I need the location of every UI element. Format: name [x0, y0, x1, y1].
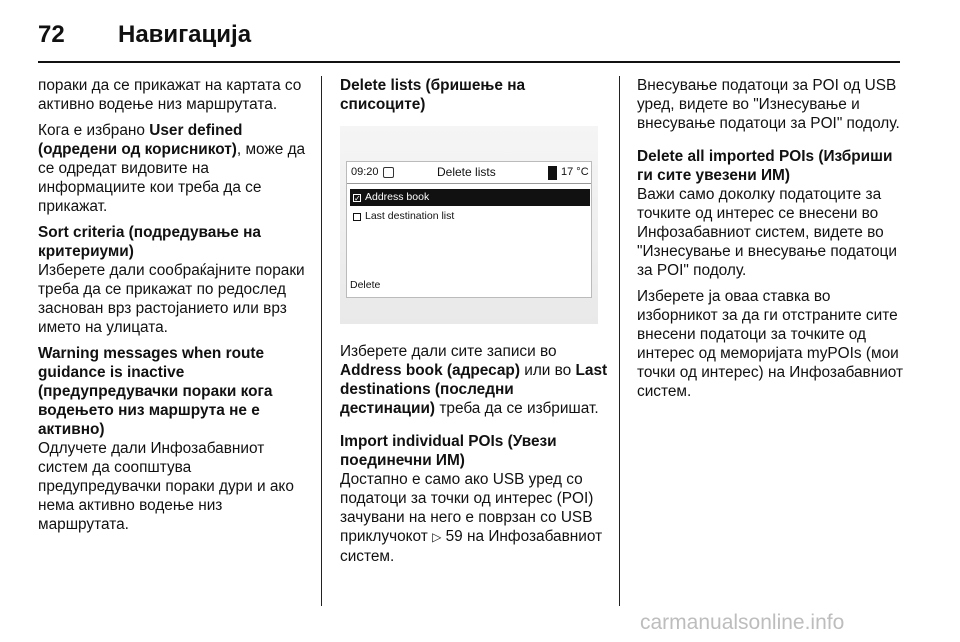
page-reference-arrow-icon: ▷	[432, 530, 442, 544]
temperature: 17 °C	[561, 166, 589, 178]
paragraph	[340, 342, 608, 418]
text: на Инфозабавниот систем.	[340, 528, 603, 565]
delete-label: Delete	[350, 279, 381, 291]
screen-title: Delete lists	[437, 165, 496, 179]
checkbox-checked-icon: ✓	[354, 193, 361, 203]
watermark: carmanualsonline.info	[640, 611, 845, 634]
option-address-book: Address book (адресар)	[340, 362, 520, 379]
text: или во	[519, 362, 576, 379]
paragraph: пораки да се прикажат на картата со активно водење низ маршрутата.	[38, 77, 302, 113]
text: , може да се одредат видовите на информациите кои треба да се прикажат.	[38, 141, 306, 215]
paragraph: Одлучете дали Инфозабавниот систем да соопштува предупредувачки пораки дури и ако нема активно водење низ маршрутата.	[38, 440, 294, 533]
paragraph: Изберете дали сообраќајните пораки треба да се прикажат по редослед заснован врз растојанието или врз името на улицата.	[38, 262, 305, 336]
paragraph: Важи само доколку податоците за точките од интерес се внесени во Инфозабавниот систем, видете во "Изнесување и внесување податоци за POI" подолу.	[637, 186, 897, 279]
page-number: 72	[38, 21, 65, 48]
page-header	[38, 15, 251, 55]
list-item-address-book	[350, 189, 590, 206]
section-heading: Import individual POIs (Увези поединечни ИМ)	[340, 433, 557, 469]
text: треба да се избришат.	[435, 400, 599, 417]
list-item-last-destinations	[350, 208, 590, 225]
page-title: Навигација	[118, 21, 252, 48]
clock-icon	[383, 167, 394, 178]
checkbox-icon	[353, 213, 361, 221]
option-user-defined: User defined (одредени од корисникот)	[38, 122, 243, 158]
column-2	[340, 76, 608, 573]
screen-illustration	[340, 126, 598, 324]
list-item-label: Address book	[365, 191, 430, 203]
page-reference: 59	[445, 528, 463, 545]
clock-time: 09:20	[351, 166, 379, 178]
paragraph	[340, 470, 608, 566]
section-heading: Sort criteria (подредување на критериуми)	[38, 224, 261, 260]
section-heading: Warning messages when route guidance is inactive (предупредувачки пораки кога водењето низ маршрута не е активно)	[38, 345, 273, 438]
column-divider-1	[321, 76, 322, 606]
text: Достапно е само ако USB уред со податоци за точки од интерес (POI) зачувани на него е поврзан со USB приклучокот	[340, 471, 594, 545]
option-last-destinations: Last destinations (последни дестинации)	[340, 362, 608, 417]
section-heading: Delete lists (бришење на списоците)	[340, 77, 526, 113]
column-1	[38, 76, 306, 541]
list-item-label: Last destination list	[365, 210, 455, 222]
header-rule	[38, 61, 900, 63]
text: Изберете дали сите записи во	[340, 343, 557, 360]
display-screen	[346, 161, 592, 298]
column-divider-2	[619, 76, 620, 606]
paragraph	[38, 121, 306, 216]
column-3	[637, 76, 905, 408]
paragraph: Изберете ја оваа ставка во изборникот за да ги отстраните сите внесени податоци за точките од интерес од меморијата myPOIs (мои точки од интерес) на Инфозабавниот систем.	[637, 288, 904, 400]
section-heading: Delete all imported POIs (Избриши ги сите увезени ИМ)	[637, 148, 893, 184]
status-bar	[347, 162, 591, 184]
paragraph: Внесување податоци за POI од USB уред, видете во "Изнесување и внесување податоци за POI" подолу.	[637, 77, 900, 132]
text: Кога е избрано	[38, 122, 150, 139]
thermometer-icon	[548, 166, 557, 180]
